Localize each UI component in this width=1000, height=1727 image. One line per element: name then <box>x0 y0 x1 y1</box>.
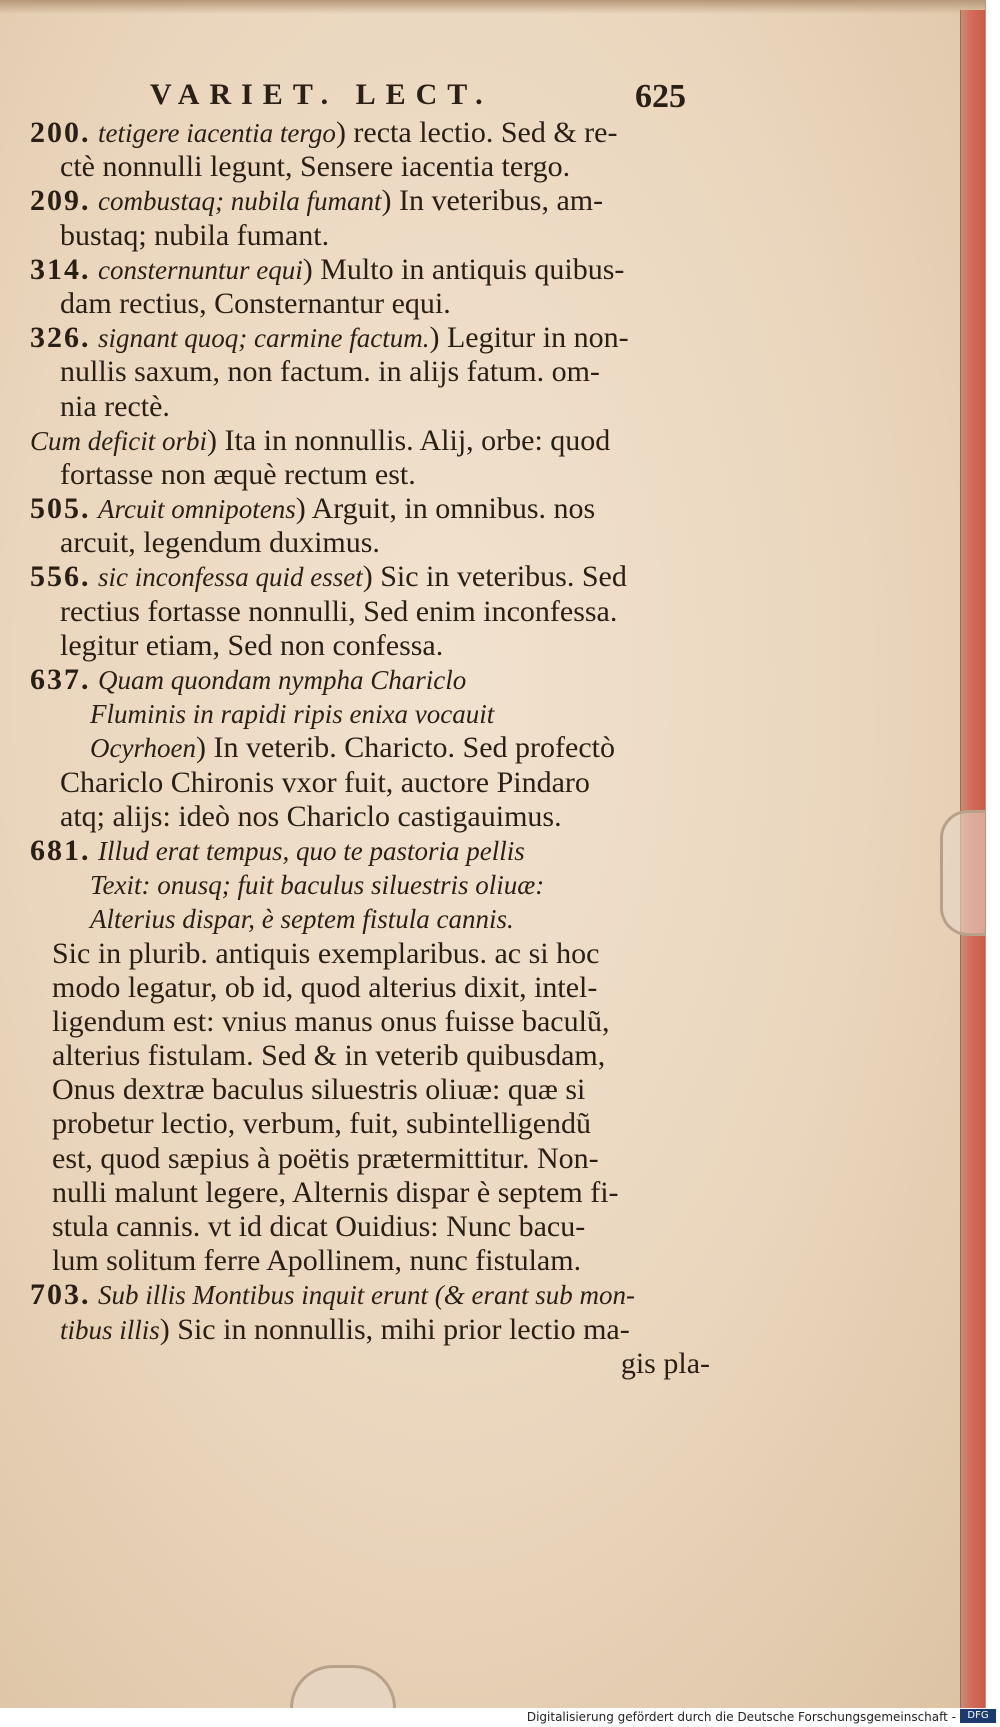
page-number: 625 <box>635 78 686 115</box>
text-line: nia rectè. <box>60 389 170 423</box>
text-line: Cum deficit orbi) Ita in nonnullis. Alij, orbe: quod <box>30 423 611 457</box>
text-line: atq; alijs: ideò nos Chariclo castigauimus. <box>60 799 562 833</box>
text-line: probetur lectio, verbum, fuit, subintelligendũ <box>52 1107 592 1141</box>
text-line: 326. signant quoq; carmine factum.) Legitur in non- <box>30 321 629 355</box>
clasp-right <box>940 810 986 936</box>
text-line: ctè nonnulli legunt, Sensere iacentia tergo. <box>60 150 571 184</box>
text-line: est, quod sæpius à poëtis prætermittitur. Non- <box>52 1141 599 1175</box>
text-line: Chariclo Chironis vxor fuit, auctore Pindaro <box>60 765 590 799</box>
text-line: Texit: onusq; fuit baculus siluestris oliuæ: <box>90 870 545 901</box>
text-line: 200. tetigere iacentia tergo) recta lectio. Sed & re- <box>30 116 618 149</box>
text-line: Ocyrhoen) In veterib. Charicto. Sed profectò <box>90 731 616 765</box>
text-line: Sic in plurib. antiquis exemplaribus. ac si hoc <box>52 936 600 970</box>
catchword: gis pla- <box>620 1346 710 1380</box>
text-line: rectius fortasse nonnulli, Sed enim inconfessa. <box>60 594 618 628</box>
page-fold-shadow <box>0 0 985 14</box>
text-line: 505. Arcuit omnipotens) Arguit, in omnibus. nos <box>30 492 596 526</box>
text-line: arcuit, legendum duximus. <box>60 526 380 560</box>
text-line: dam rectius, Consternantur equi. <box>60 286 451 320</box>
text-line: 681. Illud erat tempus, quo te pastoria pellis <box>30 833 525 867</box>
text-line: 703. Sub illis Montibus inquit erunt (& erant sub mon- <box>30 1278 635 1312</box>
text-line: ligendum est: vnius manus onus fuisse baculũ, <box>52 1004 610 1038</box>
text-line: legitur etiam, Sed non confessa. <box>60 628 444 662</box>
text-line: 209. combustaq; nubila fumant) In veteribus, am- <box>30 184 604 218</box>
text-line: 314. consternuntur equi) Multo in antiquis quibus- <box>30 252 625 286</box>
text-line: tibus illis) Sic in nonnullis, mihi prior lectio ma- <box>60 1312 630 1346</box>
footer-text: Digitalisierung gefördert durch die Deutsche Forschungsgemeinschaft - <box>526 1710 956 1724</box>
digitization-footer <box>0 1708 1000 1727</box>
text-line: fortasse non æquè rectum est. <box>60 457 416 491</box>
text-line: stula cannis. vt id dicat Ouidius: Nunc bacu- <box>52 1210 586 1243</box>
text-line: Alterius dispar, è septem fistula cannis. <box>90 904 514 935</box>
body-text <box>30 116 720 1381</box>
clasp-bottom <box>290 1665 396 1708</box>
running-title: VARIET. LECT. <box>150 78 493 111</box>
text-line: nulli malunt legere, Alternis dispar è septem fi- <box>52 1175 619 1209</box>
text-line: modo legatur, ob id, quod alterius dixit, intel- <box>52 970 598 1004</box>
text-line: 637. Quam quondam nympha Chariclo <box>30 663 467 696</box>
text-line: lum solitum ferre Apollinem, nunc fistulam. <box>52 1244 582 1278</box>
dfg-logo: DFG <box>960 1709 996 1723</box>
text-line: Onus dextræ baculus siluestris oliuæ: quæ si <box>52 1073 586 1107</box>
text-line: nullis saxum, non factum. in alijs fatum. om- <box>60 355 600 389</box>
text-line: 556. sic inconfessa quid esset) Sic in veteribus. Sed <box>30 560 627 594</box>
text-line: bustaq; nubila fumant. <box>60 218 330 252</box>
text-line: alterius fistulam. Sed & in veterib quibusdam, <box>52 1039 606 1073</box>
text-line: Fluminis in rapidi ripis enixa vocauit <box>90 699 495 730</box>
